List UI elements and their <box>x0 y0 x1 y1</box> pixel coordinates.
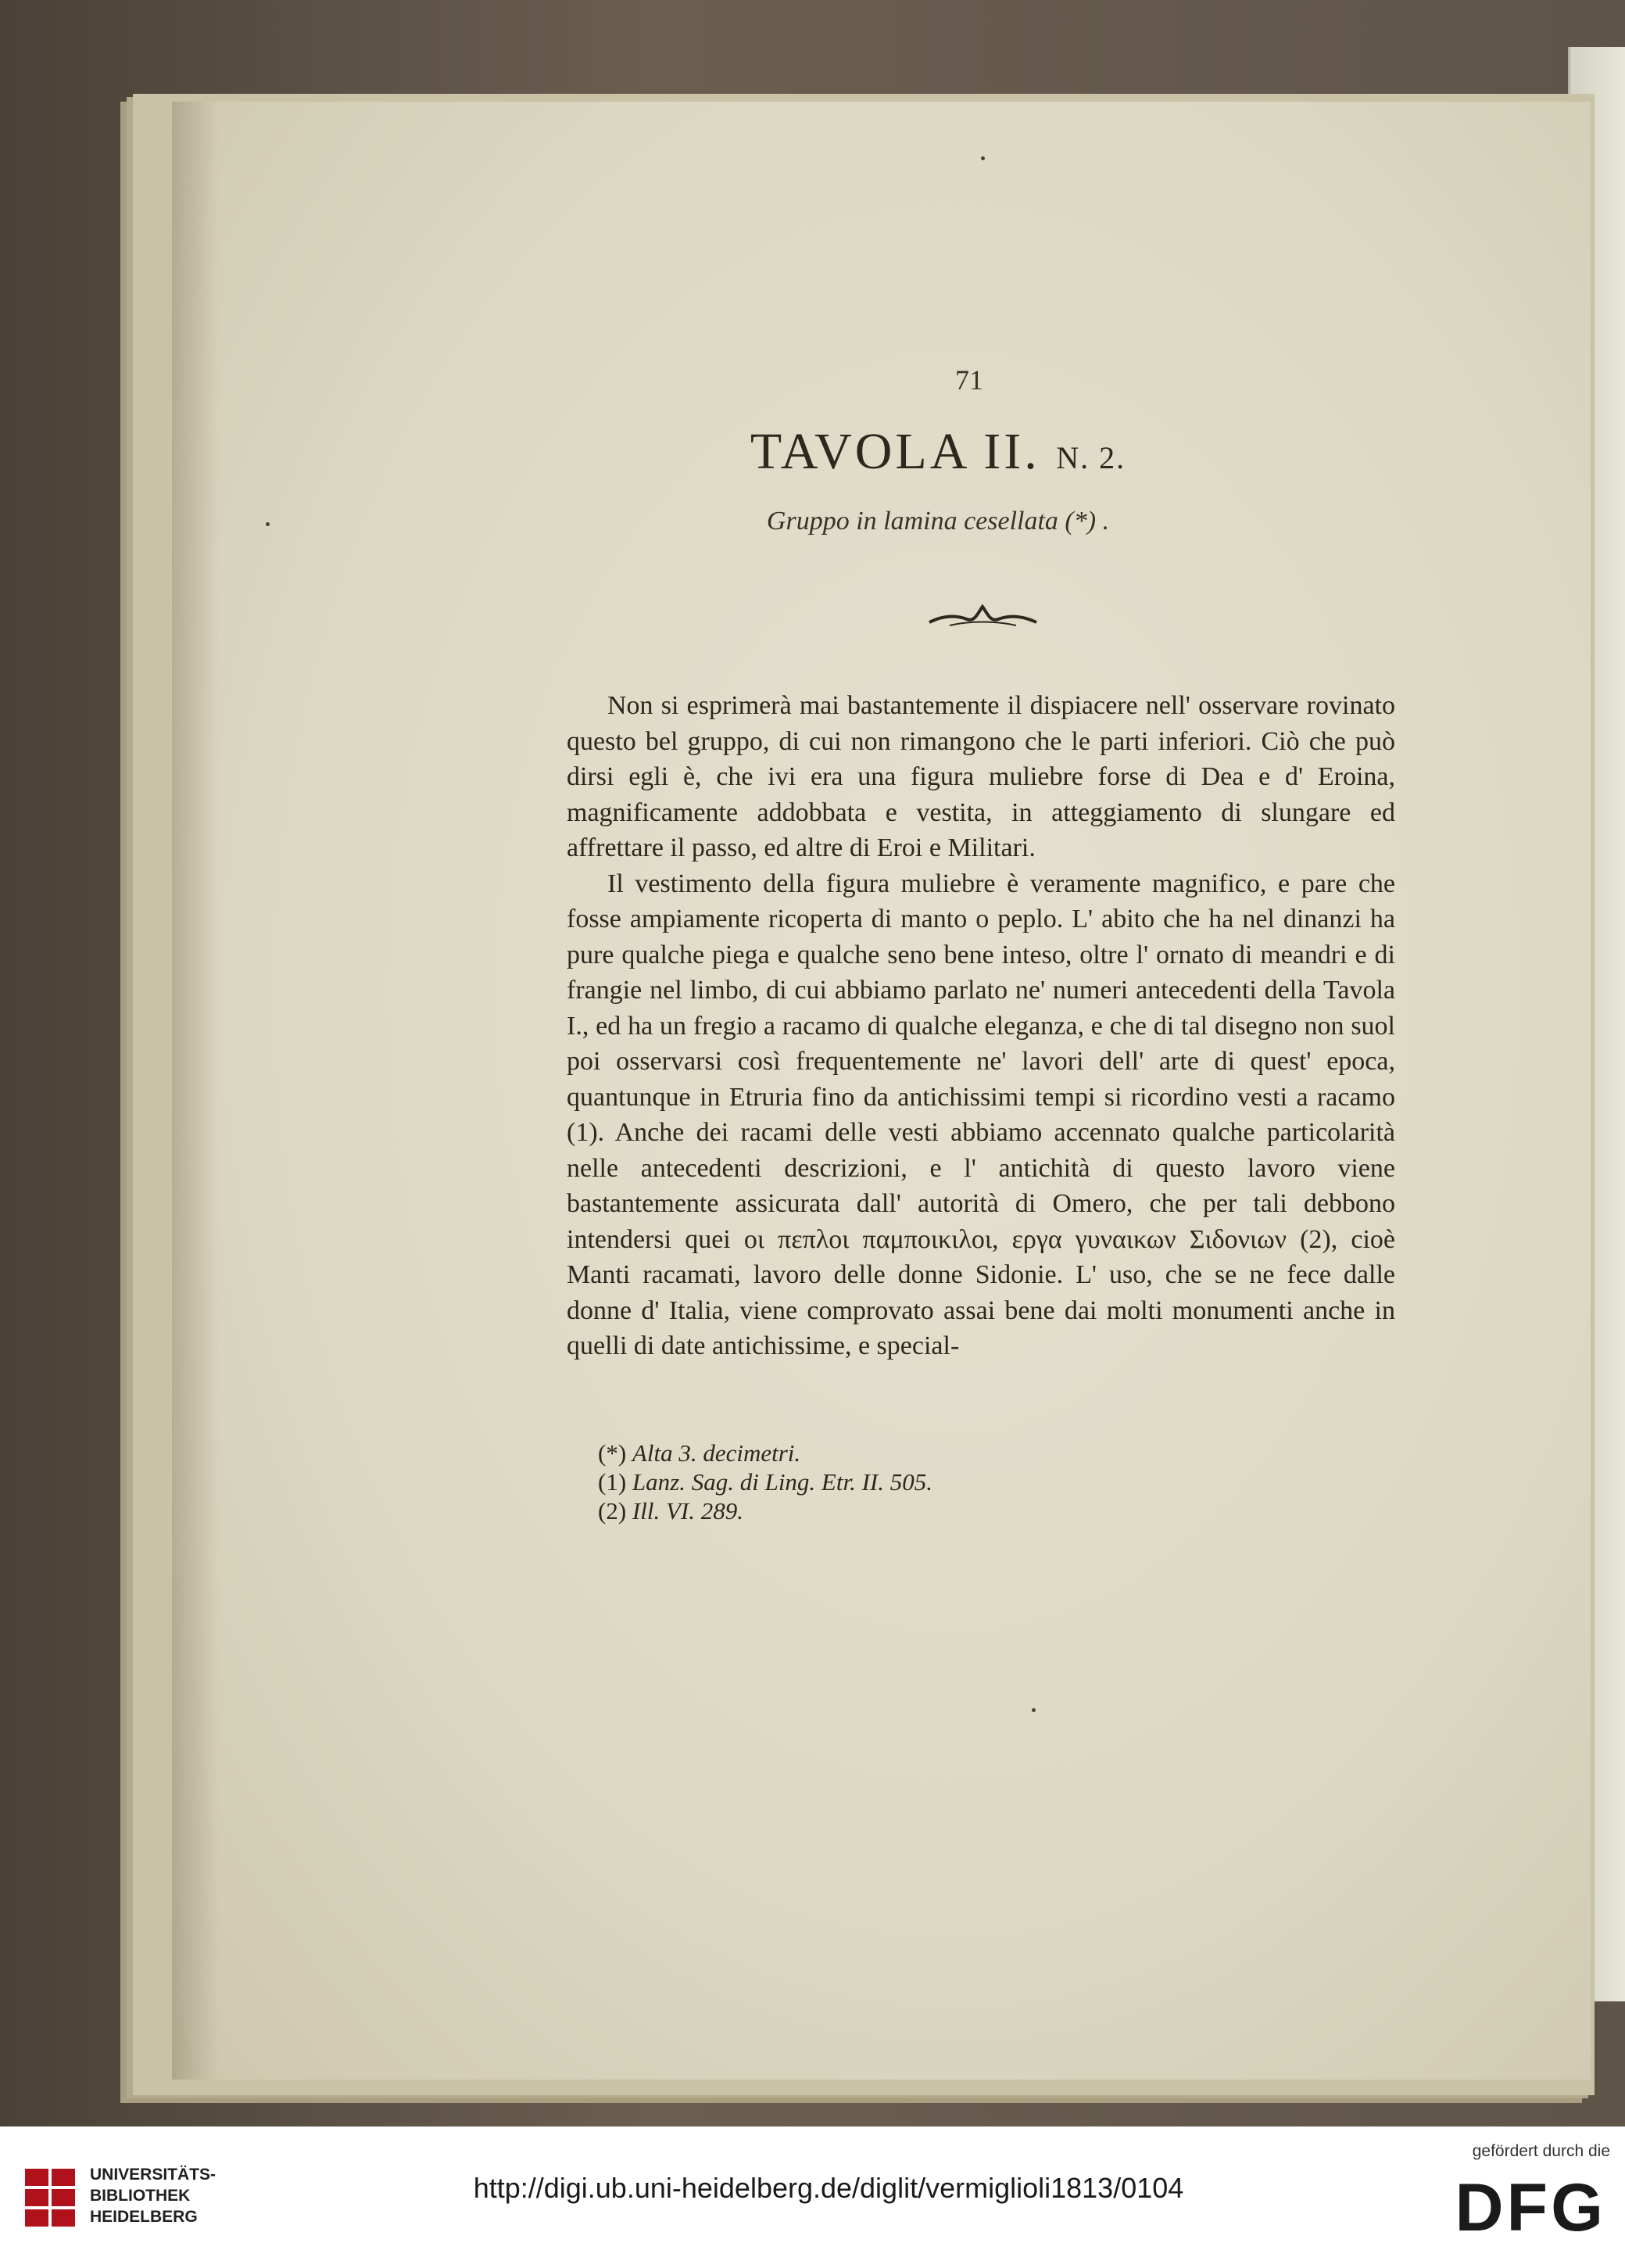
permalink-url[interactable]: http://digi.ub.uni-heidelberg.de/diglit/vermiglioli1813/0104 <box>473 2172 1184 2204</box>
footnote-text: Ill. VI. 289. <box>632 1497 743 1525</box>
footnote-mark: (2) <box>598 1497 627 1525</box>
footnote <box>598 1467 1301 1496</box>
ink-speck <box>1032 1708 1036 1712</box>
plate-title <box>547 422 1329 482</box>
plate-title-number: N. 2. <box>1056 440 1126 475</box>
paragraph: Non si esprimerà mai bastantemente il dispiacere nell' osservare rovinato questo bel gruppo, di cui non rimangono che le parti inferiori. Ciò che può dirsi egli è, che ivi era una figura muliebre forse di Dea e d' Eroina, magnificamente addobbata e vestita, in atteggiamento di slungare ed affrettare il passo, ed altre di Eroi e Militari. <box>567 691 1395 862</box>
footnote-text: Alta 3. decimetri. <box>632 1439 801 1467</box>
page-gutter-shadow <box>172 102 219 2080</box>
library-name-line: BIBLIOTHEK <box>90 2187 191 2205</box>
library-name <box>90 2164 246 2227</box>
ink-speck <box>266 522 270 526</box>
library-name-line: HEIDELBERG <box>90 2208 198 2226</box>
footnote <box>598 1496 1301 1525</box>
plate-title-main: TAVOLA II. <box>750 423 1040 480</box>
university-library-logo-icon <box>23 2164 78 2230</box>
body-text <box>567 688 1395 1364</box>
footnote <box>598 1439 1301 1467</box>
funding-note: gefördert durch die <box>1472 2142 1610 2160</box>
footnotes <box>598 1439 1301 1525</box>
ornament-divider-icon <box>926 602 1040 633</box>
paragraph: Il vestimento della figura muliebre è veramente magnifico, e pare che fosse ampiamente ricoperta di manto o peplo. L' abito che ha nel dinanzi ha pure qualche piega e qualche seno bene inteso, oltre l' ornato di meandri e di frangie nel limbo, di cui abbiamo parlato ne' numeri antecedenti della Tavola I., ed ha un fregio a racamo di qualche eleganza, e che di tal disegno non suol poi osservarsi così frequentemente ne' lavori dell' arte di quest' epoca, quantunque in Etruria fino da antichissimi tempi si ricordino vesti a racamo (1). Anche dei racami delle vesti abbiamo accennato qualche particolarità nelle antecedenti descrizioni, e l' antichità di questo lavoro viene bastantemente assicurata dall' autorità di Omero, che per tali debbono intendersi quei οι πεπλοι παμποικιλοι, εργα γυναικων Σιδονιων (2), cioè Manti racamati, lavoro delle donne Sidonie. L' uso, che se ne fece dalle donne d' Italia, viene comprovato assai bene dai molti monumenti anche in quelli di date antichissime, e special- <box>567 869 1395 1360</box>
library-name-line: UNIVERSITÄTS- <box>90 2166 217 2184</box>
page-number: 71 <box>955 364 983 396</box>
ink-speck <box>981 156 985 160</box>
plate-subtitle: Gruppo in lamina cesellata (*) . <box>766 507 1110 536</box>
footnote-mark: (1) <box>598 1468 627 1496</box>
footnote-mark: (*) <box>598 1439 627 1467</box>
dfg-logo: DFG <box>1455 2170 1606 2245</box>
footnote-text: Lanz. Sag. di Ling. Etr. II. 505. <box>632 1468 933 1496</box>
